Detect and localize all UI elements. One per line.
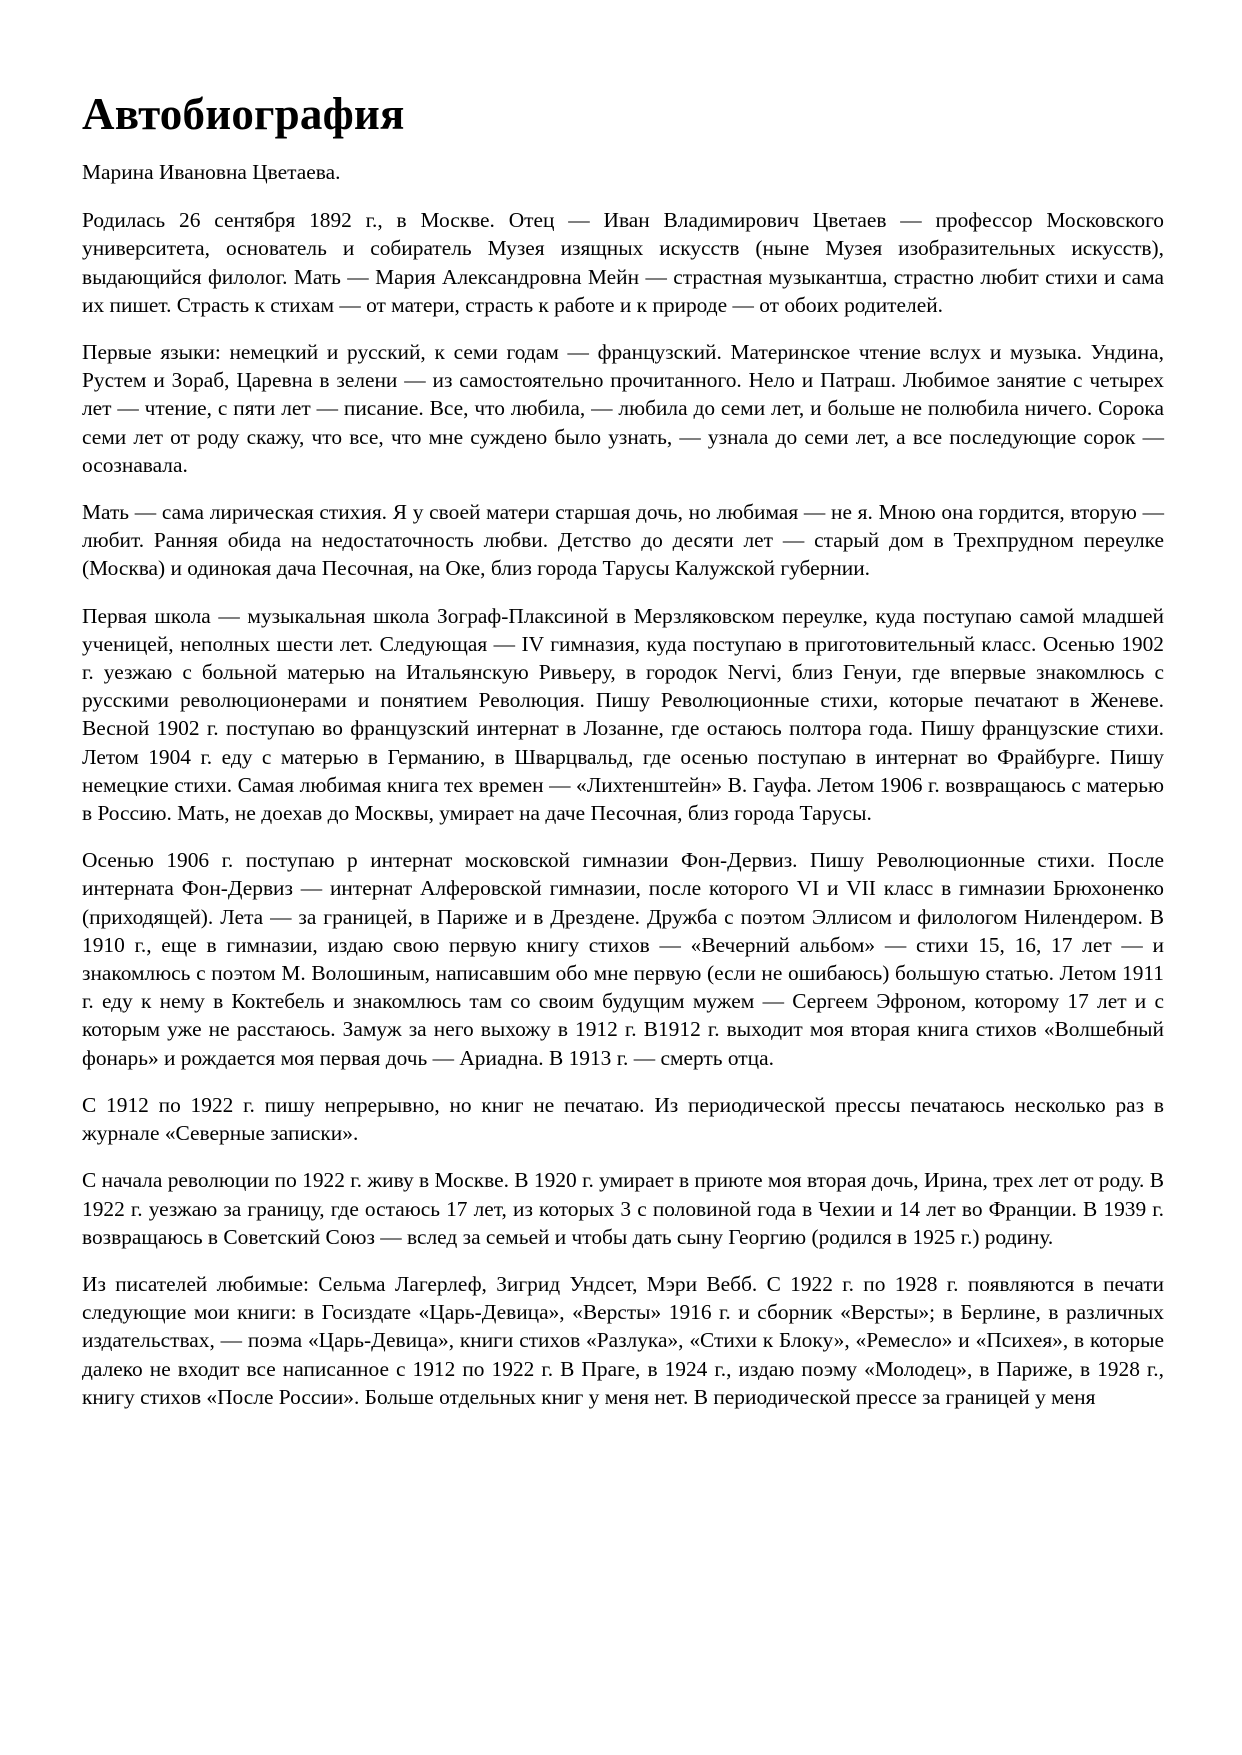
paragraph-3: Мать — сама лирическая стихия. Я у своей матери старшая дочь, но любимая — не я. Мною она гордится, вторую — любит. Ранняя обида на недостаточность любви. Детство до десяти лет — старый дом в Трехпрудном переулке (Москва) и одинокая дача Песочная, на Оке, близ города Тарусы Калужской губернии. xyxy=(82,500,1164,581)
paragraph-4: Первая школа — музыкальная школа Зограф-Плаксиной в Мерзляковском переулке, куда поступаю самой младшей ученицей, неполных шести лет. Следующая — IV гимназия, куда поступаю в приготовительный класс. Осенью 1902 г. уезжаю с больной матерью на Итальянскую Ривьеру, в городок Nervi, близ Генуи, где впервые знакомлюсь с русскими революционерами и понятием Революция. Пишу Революционные стихи, которые печатают в Женеве. Весной 1902 г. поступаю во французский интернат в Лозанне, где остаюсь полтора года. Пишу французские стихи. Летом 1904 г. еду с матерью в Германию, в Шварцвальд, где осенью поступаю в интернат во Фрайбурге. Пишу немецкие стихи. Самая любимая книга тех времен — «Лихтенштейн» В. Гауфа. Летом 1906 г. возвращаюсь с матерью в Россию. Мать, не доехав до Москвы, умирает на даче Песочная, близ города Тарусы. xyxy=(82,603,1164,826)
paragraph-6: С 1912 по 1922 г. пишу непрерывно, но книг не печатаю. Из периодической прессы печатаюсь несколько раз в журнале «Северные записки». xyxy=(82,1092,1164,1146)
paragraph-7: С начала революции по 1922 г. живу в Москве. В 1920 г. умирает в приюте моя вторая дочь, Ирина, трех лет от роду. В 1922 г. уезжаю за границу, где остаюсь 17 лет, из которых 3 с половиной года в Чехии и 14 лет во Франции. В 1939 г. возвращаюсь в Советский Союз — вслед за семьей и чтобы дать сыну Георгию (родился в 1925 г.) родину. xyxy=(82,1168,1164,1249)
document-title: Автобиография xyxy=(82,89,405,139)
paragraph-5: Осенью 1906 г. поступаю р интернат московской гимназии Фон-Дервиз. Пишу Революционные стихи. После интерната Фон-Дервиз — интернат Алферовской гимназии, после которого VI и VII класс в гимназии Брюхоненко (приходящей). Лета — за границей, в Париже и в Дрездене. Дружба с поэтом Эллисом и филологом Нилендером. В 1910 г., еще в гимназии, издаю свою первую книгу стихов — «Вечерний альбом» — стихи 15, 16, 17 лет — и знакомлюсь с поэтом М. Волошиным, написавшим обо мне первую (если не ошибаюсь) большую статью. Летом 1911 г. еду к нему в Коктебель и знакомлюсь там со своим будущим мужем — Сергеем Эфроном, которому 17 лет и с которым уже не расстаюсь. Замуж за него выхожу в 1912 г. В1912 г. выходит моя вторая книга стихов «Волшебный фонарь» и рождается моя первая дочь — Ариадна. В 1913 г. — смерть отца. xyxy=(82,848,1164,1070)
paragraph-1: Родилась 26 сентября 1892 г., в Москве. Отец — Иван Владимирович Цветаев — профессор Московского университета, основатель и собиратель Музея изящных искусств (ныне Музея изобразительных искусств), выдающийся филолог. Мать — Мария Александровна Мейн — страстная музыкантша, страстно любит стихи и сама их пишет. Страсть к стихам — от матери, страсть к работе и к природе — от обоих родителей. xyxy=(82,208,1164,317)
paragraph-2: Первые языки: немецкий и русский, к семи годам — французский. Материнское чтение вслух и музыка. Ундина, Рустем и Зораб, Царевна в зелени — из самостоятельно прочитанного. Нело и Патраш. Любимое занятие с четырех лет — чтение, с пяти лет — писание. Все, что любила, — любила до семи лет, и больше не полюбила ничего. Сорока семи лет от роду скажу, что все, что мне суждено было узнать, — узнала до семи лет, а все последующие сорок — осознавала. xyxy=(82,340,1164,477)
document-page xyxy=(82,88,1164,1430)
paragraph-8: Из писателей любимые: Сельма Лагерлеф, Зигрид Ундсет, Мэри Вебб. С 1922 г. по 1928 г. появляются в печати следующие мои книги: в Госиздате «Царь-Девица», «Версты» 1916 г. и сборник «Версты»; в Берлине, в различных издательствах, — поэма «Царь-Девица», книги стихов «Разлука», «Стихи к Блоку», «Ремесло» и «Психея», в которые далеко не входит все написанное с 1912 по 1922 г. В Праге, в 1924 г., издаю поэму «Молодец», в Париже, в 1928 г., книгу стихов «После России». Больше отдельных книг у меня нет. В периодической прессе за границей у меня xyxy=(82,1271,1164,1409)
author-line: Марина Ивановна Цветаева. xyxy=(82,160,341,184)
